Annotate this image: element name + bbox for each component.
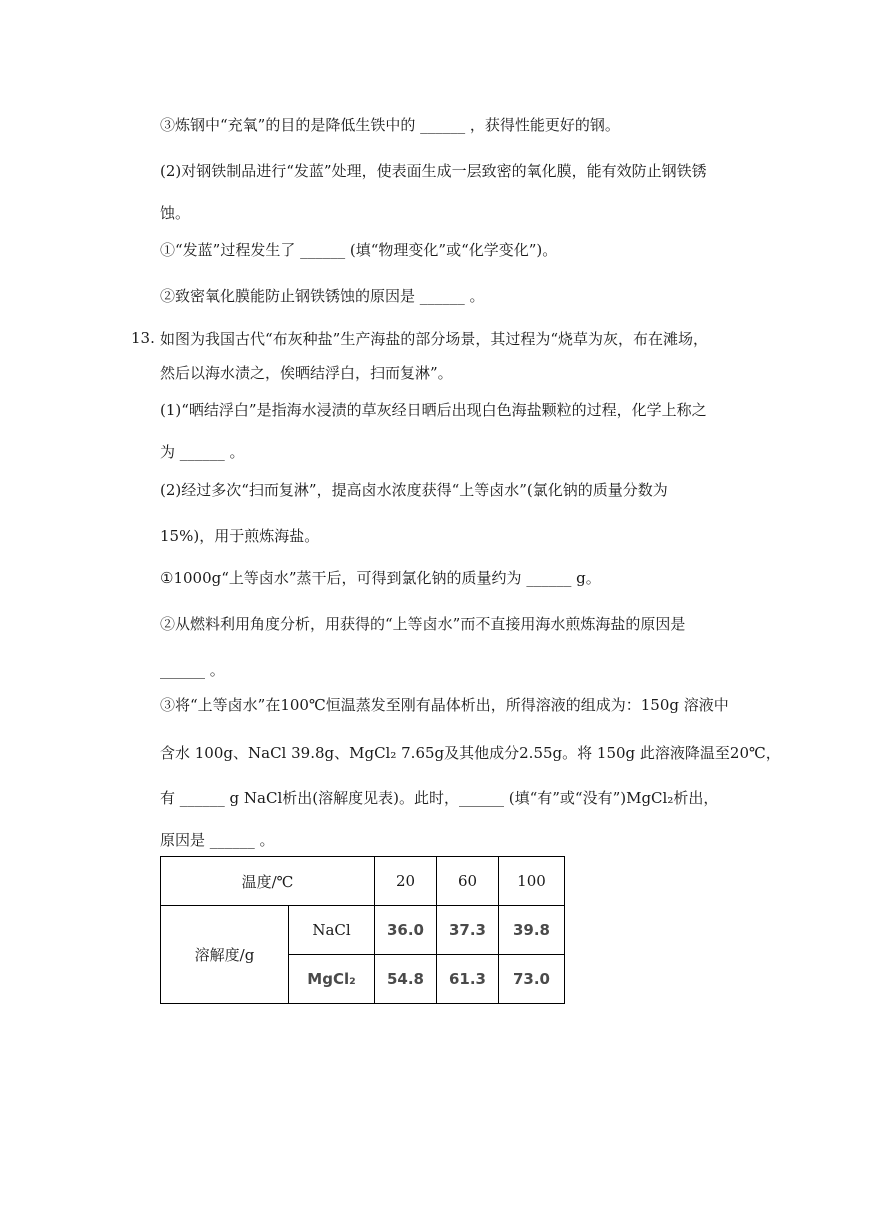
q13-part2-sub2-cont: ______ 。 [160,661,225,679]
nacl-solubility-20: 36.0 [375,906,437,955]
mgcl2-solubility-60: 61.3 [437,955,499,1004]
q13-part1-cont: 为 ______ 。 [160,443,245,461]
temp-60: 60 [437,857,499,906]
q13-part2-cont: 15%)，用于煎炼海盐。 [160,527,320,545]
q13-stem-cont: 然后以海水渍之，俟晒结浮白，扫而复淋”。 [160,364,453,382]
q12-part2-sub1: ①“发蓝”过程发生了 ______ (填“物理变化”或“化学变化”)。 [160,241,558,259]
substance-nacl: NaCl [289,906,375,955]
nacl-solubility-100: 39.8 [499,906,565,955]
table-row [161,906,565,955]
q13-part2-sub3-cont: 含水 100g、NaCl 39.8g、MgCl₂ 7.65g及其他成分2.55g。将 150g 此溶液降温至20℃， [160,744,781,762]
q13-part2-sub3-cont3: 原因是 ______ 。 [160,831,275,849]
q12-part2: (2)对钢铁制品进行“发蓝”处理，使表面生成一层致密的氧化膜，能有效防止钢铁锈 [160,162,707,180]
q13-part2: (2)经过多次“扫而复淋”，提高卤水浓度获得“上等卤水”(氯化钠的质量分数为 [160,481,668,499]
solubility-label: 溶解度/g [161,906,289,1004]
nacl-solubility-60: 37.3 [437,906,499,955]
temperature-header: 温度/℃ [161,857,375,906]
temp-20: 20 [375,857,437,906]
mgcl2-solubility-20: 54.8 [375,955,437,1004]
mgcl2-solubility-100: 73.0 [499,955,565,1004]
substance-mgcl2: MgCl₂ [289,955,375,1004]
solubility-table [160,856,565,1004]
q13-part2-sub3-cont2: 有 ______ g NaCl析出(溶解度见表)。此时，______ (填“有”或“没有”)MgCl₂析出， [160,789,719,807]
q13-stem: 如图为我国古代“布灰种盐”生产海盐的部分场景，其过程为“烧草为灰，布在滩场， [160,330,709,348]
question-number: 13. [131,329,155,347]
q13-part2-sub3: ③将“上等卤水”在100℃恒温蒸发至刚有晶体析出，所得溶液的组成为：150g 溶液中 [160,696,729,714]
q13-part2-sub1: ①1000g“上等卤水”蒸干后，可得到氯化钠的质量约为 ______ g。 [160,569,601,587]
temp-100: 100 [499,857,565,906]
q12-part3: ③炼钢中“充氧”的目的是降低生铁中的 ______ ，获得性能更好的钢。 [160,116,620,134]
q13-part1: (1)“晒结浮白”是指海水浸渍的草灰经日晒后出现白色海盐颗粒的过程，化学上称之 [160,401,707,419]
q12-part2-sub2: ②致密氧化膜能防止钢铁锈蚀的原因是 ______ 。 [160,287,485,305]
q12-part2-cont: 蚀。 [160,204,191,222]
q13-part2-sub2: ②从燃料利用角度分析，用获得的“上等卤水”而不直接用海水煎炼海盐的原因是 [160,615,686,633]
table-header-row [161,857,565,906]
